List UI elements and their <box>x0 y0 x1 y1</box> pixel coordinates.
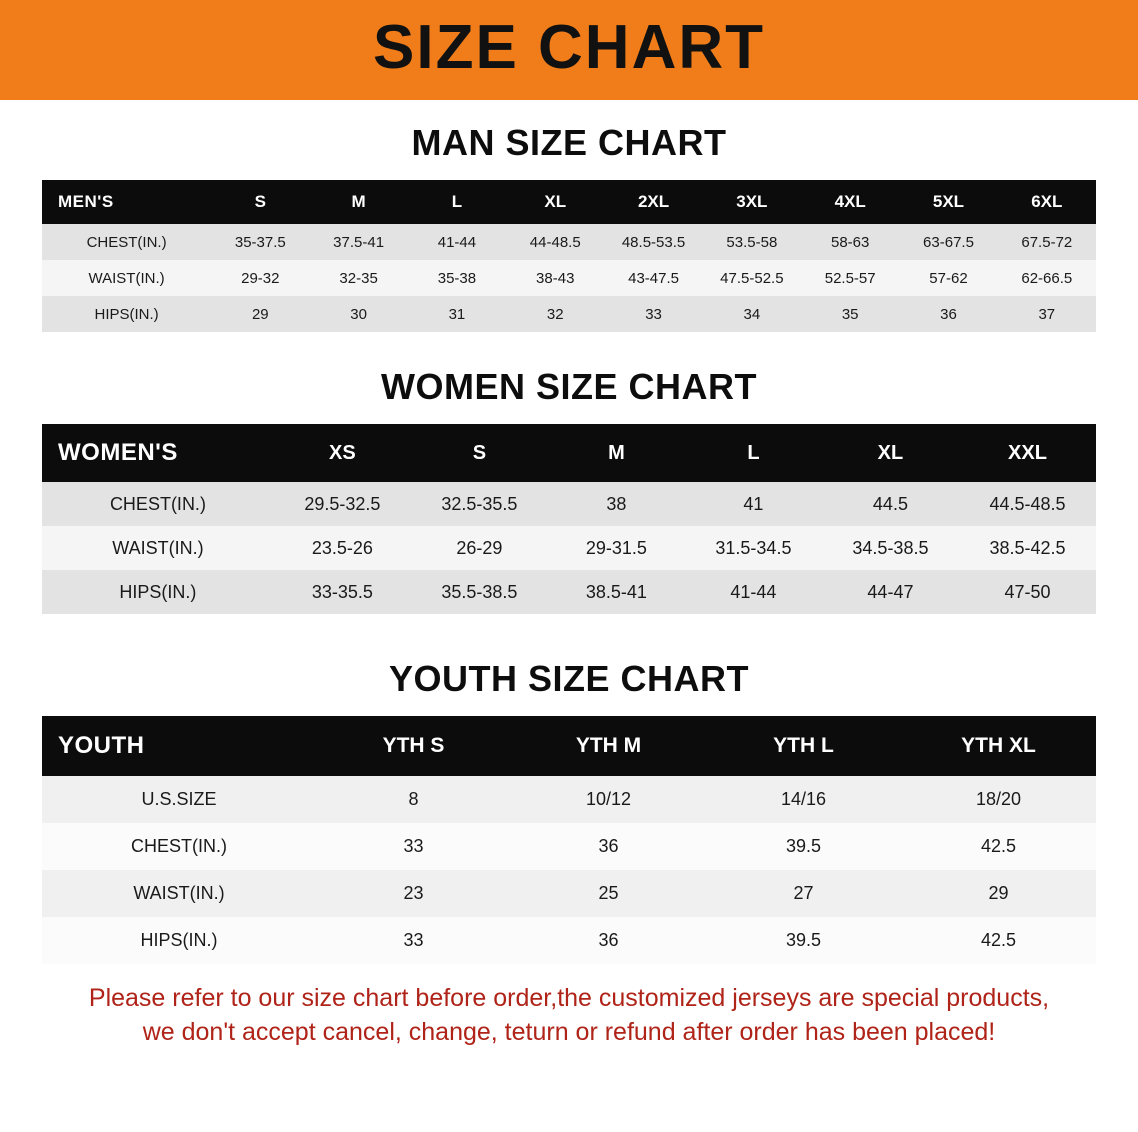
man-row2-cell-8: 37 <box>998 296 1096 332</box>
youth-row2-cell-2: 27 <box>706 870 901 917</box>
youth-row1-label: CHEST(IN.) <box>42 823 316 870</box>
man-header-cell-1: S <box>211 180 309 224</box>
women-row1-cell-2: 29-31.5 <box>548 526 685 570</box>
women-section-heading: WOMEN SIZE CHART <box>381 366 757 407</box>
man-row1-cell-5: 47.5-52.5 <box>703 260 801 296</box>
youth-header-cell-0: YOUTH <box>42 716 316 776</box>
man-row2-cell-2: 31 <box>408 296 506 332</box>
man-row1-cell-1: 32-35 <box>309 260 407 296</box>
table-row <box>42 526 1096 570</box>
women-row2-cell-5: 47-50 <box>959 570 1096 614</box>
youth-row1-cell-3: 42.5 <box>901 823 1096 870</box>
man-table-head <box>42 180 1096 224</box>
man-row1-cell-4: 43-47.5 <box>604 260 702 296</box>
man-header-cell-4: XL <box>506 180 604 224</box>
women-row1-label: WAIST(IN.) <box>42 526 274 570</box>
women-header-cell-4: L <box>685 424 822 482</box>
man-row2-cell-5: 34 <box>703 296 801 332</box>
women-row1-cell-3: 31.5-34.5 <box>685 526 822 570</box>
youth-row1-cell-0: 33 <box>316 823 511 870</box>
women-header-cell-2: S <box>411 424 548 482</box>
youth-row0-cell-1: 10/12 <box>511 776 706 823</box>
women-row0-cell-3: 41 <box>685 482 822 526</box>
women-row0-cell-4: 44.5 <box>822 482 959 526</box>
man-header-cell-9: 6XL <box>998 180 1096 224</box>
youth-row1-cell-2: 39.5 <box>706 823 901 870</box>
man-row1-cell-6: 52.5-57 <box>801 260 899 296</box>
man-header-cell-0: MEN'S <box>42 180 211 224</box>
youth-size-table <box>42 716 1096 964</box>
banner <box>0 0 1138 100</box>
youth-table-body <box>42 776 1096 964</box>
youth-table-wrapper <box>0 716 1138 964</box>
youth-row2-cell-1: 25 <box>511 870 706 917</box>
youth-header-cell-4: YTH XL <box>901 716 1096 776</box>
table-row <box>42 570 1096 614</box>
youth-header-cell-1: YTH S <box>316 716 511 776</box>
man-header-cell-7: 4XL <box>801 180 899 224</box>
man-row0-label: CHEST(IN.) <box>42 224 211 260</box>
women-row2-cell-2: 38.5-41 <box>548 570 685 614</box>
youth-row0-cell-2: 14/16 <box>706 776 901 823</box>
table-header-row <box>42 180 1096 224</box>
man-row0-cell-3: 44-48.5 <box>506 224 604 260</box>
youth-row3-label: HIPS(IN.) <box>42 917 316 964</box>
man-header-cell-3: L <box>408 180 506 224</box>
man-row2-cell-7: 36 <box>899 296 997 332</box>
women-row1-cell-4: 34.5-38.5 <box>822 526 959 570</box>
man-row1-cell-8: 62-66.5 <box>998 260 1096 296</box>
man-header-cell-5: 2XL <box>604 180 702 224</box>
table-row <box>42 776 1096 823</box>
man-row0-cell-2: 41-44 <box>408 224 506 260</box>
youth-row3-cell-0: 33 <box>316 917 511 964</box>
man-row0-cell-7: 63-67.5 <box>899 224 997 260</box>
youth-row3-cell-3: 42.5 <box>901 917 1096 964</box>
man-section-heading: MAN SIZE CHART <box>411 122 727 163</box>
youth-section-heading: YOUTH SIZE CHART <box>388 658 749 699</box>
youth-row2-label: WAIST(IN.) <box>42 870 316 917</box>
women-table-wrapper <box>0 424 1138 614</box>
man-row0-cell-8: 67.5-72 <box>998 224 1096 260</box>
man-row0-cell-5: 53.5-58 <box>703 224 801 260</box>
man-row0-cell-6: 58-63 <box>801 224 899 260</box>
man-row2-cell-0: 29 <box>211 296 309 332</box>
table-row <box>42 870 1096 917</box>
table-header-row <box>42 716 1096 776</box>
man-row0-cell-1: 37.5-41 <box>309 224 407 260</box>
man-header-cell-2: M <box>309 180 407 224</box>
women-row0-cell-2: 38 <box>548 482 685 526</box>
table-row <box>42 296 1096 332</box>
man-header-cell-8: 5XL <box>899 180 997 224</box>
man-row0-cell-0: 35-37.5 <box>211 224 309 260</box>
youth-row3-cell-2: 39.5 <box>706 917 901 964</box>
man-row1-cell-0: 29-32 <box>211 260 309 296</box>
women-header-cell-6: XXL <box>959 424 1096 482</box>
table-row <box>42 917 1096 964</box>
table-row <box>42 482 1096 526</box>
man-row1-label: WAIST(IN.) <box>42 260 211 296</box>
table-row <box>42 260 1096 296</box>
table-header-row <box>42 424 1096 482</box>
man-row1-cell-3: 38-43 <box>506 260 604 296</box>
man-size-table <box>42 180 1096 332</box>
women-row1-cell-0: 23.5-26 <box>274 526 411 570</box>
women-row0-cell-5: 44.5-48.5 <box>959 482 1096 526</box>
women-row2-cell-1: 35.5-38.5 <box>411 570 548 614</box>
women-row2-cell-4: 44-47 <box>822 570 959 614</box>
man-row0-cell-4: 48.5-53.5 <box>604 224 702 260</box>
man-table-wrapper <box>0 180 1138 332</box>
disclaimer-line-2: we don't accept cancel, change, teturn or refund after order has been placed! <box>142 1017 996 1046</box>
women-row0-cell-0: 29.5-32.5 <box>274 482 411 526</box>
youth-row0-cell-3: 18/20 <box>901 776 1096 823</box>
man-row2-cell-3: 32 <box>506 296 604 332</box>
man-row1-cell-7: 57-62 <box>899 260 997 296</box>
table-row <box>42 224 1096 260</box>
disclaimer-note <box>36 982 1102 1050</box>
women-table-body <box>42 482 1096 614</box>
women-row2-cell-0: 33-35.5 <box>274 570 411 614</box>
women-header-cell-1: XS <box>274 424 411 482</box>
women-size-table <box>42 424 1096 614</box>
youth-header-cell-2: YTH M <box>511 716 706 776</box>
women-row1-cell-5: 38.5-42.5 <box>959 526 1096 570</box>
women-row0-label: CHEST(IN.) <box>42 482 274 526</box>
youth-row0-cell-0: 8 <box>316 776 511 823</box>
youth-row2-cell-3: 29 <box>901 870 1096 917</box>
youth-row0-label: U.S.SIZE <box>42 776 316 823</box>
youth-row2-cell-0: 23 <box>316 870 511 917</box>
youth-row3-cell-1: 36 <box>511 917 706 964</box>
youth-header-cell-3: YTH L <box>706 716 901 776</box>
women-header-cell-3: M <box>548 424 685 482</box>
women-row0-cell-1: 32.5-35.5 <box>411 482 548 526</box>
women-row2-label: HIPS(IN.) <box>42 570 274 614</box>
page-title: SIZE CHART <box>373 13 765 82</box>
youth-row1-cell-1: 36 <box>511 823 706 870</box>
women-header-cell-5: XL <box>822 424 959 482</box>
man-row2-cell-4: 33 <box>604 296 702 332</box>
man-row2-cell-1: 30 <box>309 296 407 332</box>
women-header-cell-0: WOMEN'S <box>42 424 274 482</box>
disclaimer-line-1: Please refer to our size chart before order,the customized jerseys are special products, <box>88 984 1050 1012</box>
table-row <box>42 823 1096 870</box>
man-row1-cell-2: 35-38 <box>408 260 506 296</box>
youth-table-head <box>42 716 1096 776</box>
women-table-head <box>42 424 1096 482</box>
man-row2-label: HIPS(IN.) <box>42 296 211 332</box>
women-row1-cell-1: 26-29 <box>411 526 548 570</box>
man-row2-cell-6: 35 <box>801 296 899 332</box>
man-table-body <box>42 224 1096 332</box>
women-row2-cell-3: 41-44 <box>685 570 822 614</box>
man-header-cell-6: 3XL <box>703 180 801 224</box>
